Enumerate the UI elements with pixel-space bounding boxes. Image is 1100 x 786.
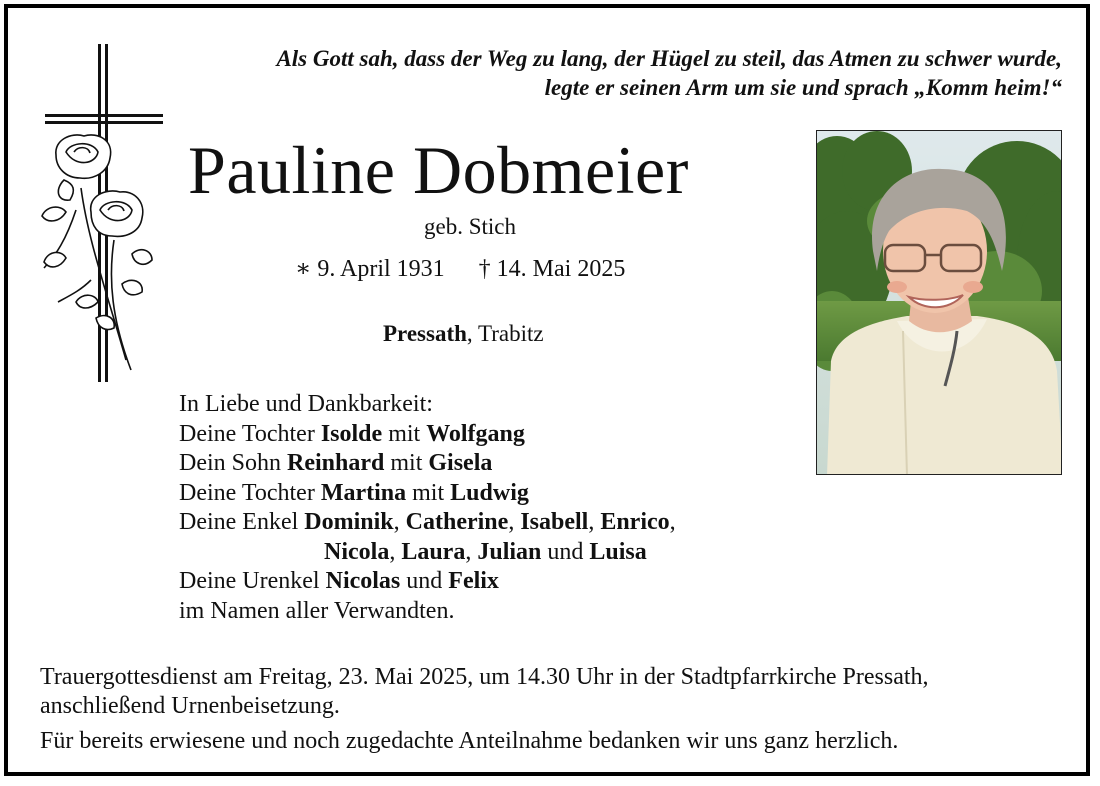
birth-date: ∗ 9. April 1931 [295, 256, 445, 282]
relative-name: Julian [477, 538, 542, 565]
quote-line-2: legte er seinen Arm um sie und sprach „Komm heim!“ [544, 75, 1062, 100]
relative-name: Gisela [428, 450, 493, 476]
family-line-1 [179, 420, 676, 450]
family-line-5 [179, 538, 676, 568]
family-closing: im Namen aller Verwandten. [179, 597, 455, 624]
connector-text: mit [384, 450, 429, 476]
connector-text: mit [382, 420, 427, 447]
family-intro: In Liebe und Dankbarkeit: [179, 391, 433, 417]
relative-name: Catherine [405, 509, 509, 535]
separator-text: , [669, 509, 676, 535]
relative-name: Isabell [520, 509, 589, 535]
birth-name: geb. Stich [424, 214, 516, 239]
relation-text: Deine Tochter [179, 420, 321, 447]
service-line-2: anschließend Urnenbeisetzung. [40, 693, 340, 719]
relation-text: Deine Tochter [179, 479, 321, 506]
relative-name: Martina [320, 479, 407, 506]
portrait-photo [816, 130, 1062, 475]
life-dates [295, 254, 625, 283]
place-rest: , Trabitz [466, 321, 544, 346]
relative-name: Felix [448, 568, 499, 594]
relative-name: Isolde [320, 420, 383, 447]
relative-name: Reinhard [287, 450, 385, 476]
relation-text: Dein Sohn [179, 450, 287, 476]
relative-name: Wolfgang [426, 420, 525, 447]
relative-name: Ludwig [450, 479, 529, 506]
connector-text: mit [406, 479, 451, 506]
connector-text: und [400, 568, 449, 594]
relation-text: Deine Enkel [179, 509, 305, 535]
relative-name: Luisa [589, 538, 647, 565]
quote-line-1: Als Gott sah, dass der Weg zu lang, der Hügel zu steil, das Atmen zu schwer wurde, [276, 46, 1062, 71]
relative-name: Dominik [304, 509, 394, 535]
thanks-line: Für bereits erwiesene und noch zugedachte Anteilnahme bedanken wir uns ganz herzlich. [40, 728, 899, 754]
relative-name: Laura [401, 538, 466, 565]
family-line-2 [179, 449, 676, 479]
deceased-name: Pauline Dobmeier [188, 132, 689, 208]
separator-text: , [508, 509, 521, 535]
service-notice [40, 663, 929, 756]
family-line-6 [179, 567, 676, 597]
relation-text: Deine Urenkel [179, 568, 326, 594]
death-date: † 14. Mai 2025 [478, 256, 626, 282]
place-main: Pressath [383, 321, 467, 346]
cross-with-roses-icon [36, 40, 166, 386]
mourners-list [179, 390, 676, 626]
separator-text: , [465, 538, 478, 565]
separator-text: , [588, 509, 601, 535]
separator-text: , [389, 538, 402, 565]
family-line-4 [179, 508, 676, 538]
residence [383, 321, 544, 347]
relative-name: Enrico [600, 509, 670, 535]
family-line-3 [179, 479, 676, 509]
separator-text: , [393, 509, 406, 535]
relative-name: Nicolas [325, 568, 401, 594]
service-line-1: Trauergottesdienst am Freitag, 23. Mai 2025, um 14.30 Uhr in der Stadtpfarrkirche Pressath, [40, 664, 929, 690]
relative-name: Nicola [324, 538, 390, 565]
connector-text: und [541, 538, 590, 565]
